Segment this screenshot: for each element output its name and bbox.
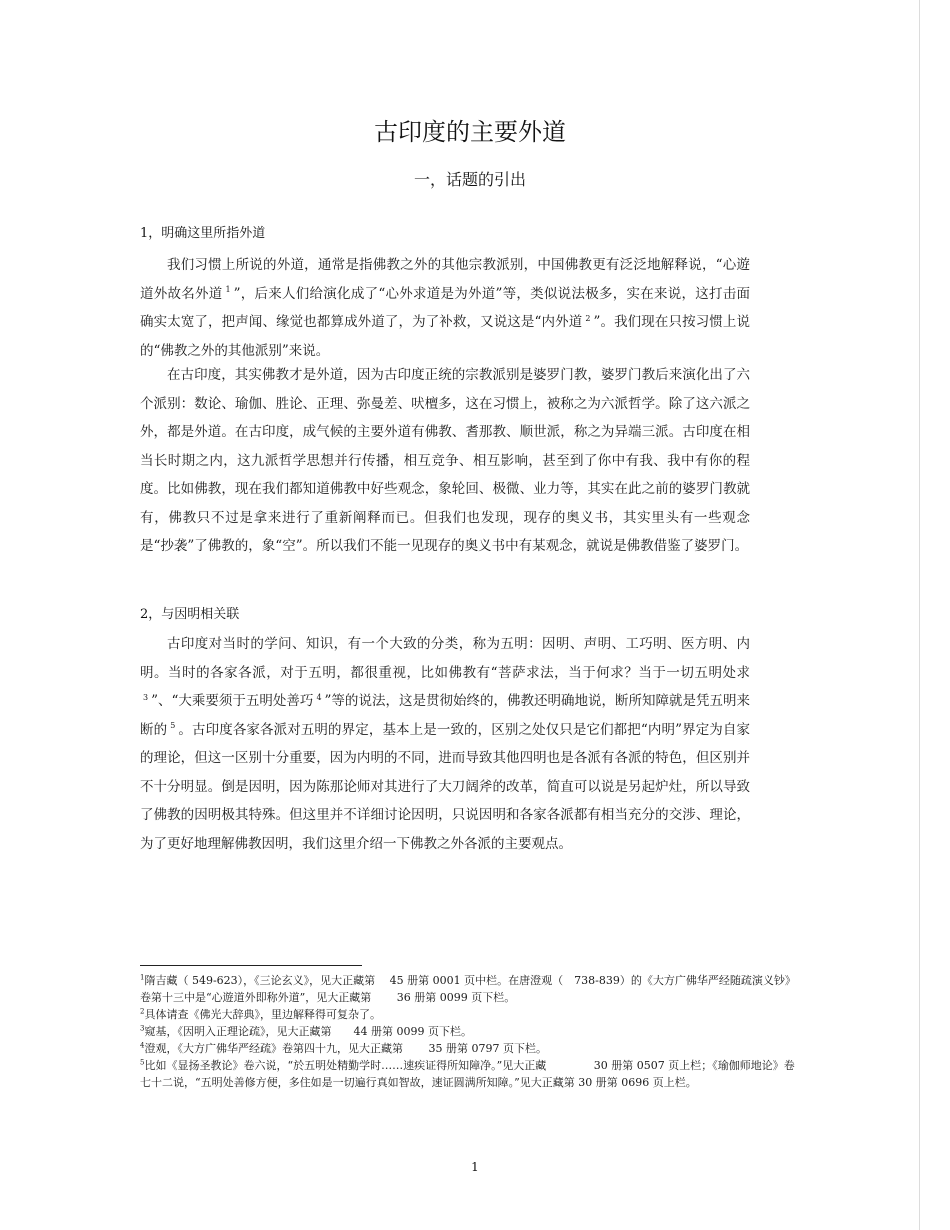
paragraph-ancient-india-schools: 在古印度，其实佛教才是外道，因为古印度正统的宗教派别是婆罗门教，婆罗门教后来演化出了六个派别：数论、瑜伽、胜论、正理、弥曼差、吠檀多，这在习惯上，被称之为六派哲学。除了这六派之外，都是外道。在古印度，成气候的主要外道有佛教、耆那教、顺世派，称之为异端三派。古印度在相当长时期之内，这九派哲学思想并行传播，相互竞争、相互影响，甚至到了你中有我、我中有你的程度。比如佛教，现在我们都知道佛教中好些观念，象轮回、极微、业力等，其实在此之前的婆罗门教就有，佛教只不过是拿来进行了重新阐释而已。但我们也发现，现存的奥义书，其实里头有一些观念是“抄袭”了佛教的，象“空”。所以我们不能一见现存的奥义书中有某观念，就说是佛教借鉴了婆罗门。 (140, 367, 750, 554)
paragraph-text: 我们习惯上所说的外道，通常是指佛教之外的其他宗教派别，中国佛教更有泛泛地解释说，“心遊道外故名外道 (140, 257, 750, 302)
footnote-3 (140, 1023, 800, 1040)
paragraph-outer-path-definition (140, 251, 750, 365)
footnote-number: 2 (140, 1007, 145, 1016)
footnote-number: 3 (140, 1024, 145, 1033)
footnote-reference: 1 (225, 285, 231, 294)
footnote-reference: 5 (170, 721, 176, 730)
footnote-text: 隋吉藏（ 549-623），《三论玄义》，见大正藏第 45 册第 0001 页中栏。在唐澄观（ 738-839）的《大方广佛华严经随疏演义钞》卷第十三中是“心遊道外即称外道”，见大正藏第 36 册第 0099 页下栏。 (140, 974, 796, 1004)
paragraph-text: 古印度对当时的学问、知识，有一个大致的分类，称为五明：因明、声明、工巧明、医方明、内明。当时的各家各派，对于五明，都很重视，比如佛教有“菩萨求法，当于何求？当于一切五明处求 (140, 636, 750, 681)
footnote-1 (140, 972, 800, 1006)
footnote-separator (140, 965, 362, 966)
footnote-reference: 4 (316, 692, 322, 702)
section-subtitle: 一，话题的引出 (413, 170, 526, 189)
paragraph-text: ”，后来人们给演化成了“心外求道是为外道”等，类似说法极多，实在来说，这打击面确实太宽了，把声闻、缘觉也都算成外道了，为了补救，又说这是“内外道 (140, 285, 750, 330)
paragraph-text: ”等的说法，这是贯彻始终的，佛教还明确地说，断所知障就是凭五明来断的 (140, 693, 750, 738)
footnote-5 (140, 1057, 800, 1091)
footnotes (140, 972, 800, 1091)
footnote-number: 4 (140, 1041, 145, 1050)
paragraph-text: 。古印度各家各派对五明的界定，基本上是一致的，区别之处仅只是它们都把“内明”界定为自家的理论，但这一区别十分重要，因为内明的不同，进而导致其他四明也是各派有各派的特色，但区别并不十分明显。倒是因明，因为陈那论师对其进行了大刀阔斧的改革，简直可以说是另起炉灶，所以导致了佛教的因明极其特殊。但这里并不详细讨论因明，只说因明和各家各派都有相当充分的交涉、理论，为了更好地理解佛教因明，我们这里介绍一下佛教之外各派的主要观点。 (140, 721, 751, 852)
footnote-4 (140, 1040, 800, 1057)
paragraph-five-sciences (140, 630, 750, 858)
footnote-text: 澄观，《大方广佛华严经疏》卷第四十九，见大正藏第 35 册第 0797 页下栏。 (144, 1042, 547, 1055)
paragraph-text: ”、“大乘要须于五明处善巧 (151, 693, 314, 709)
paragraph-text: ”。我们现在只按习惯上说的“佛教之外的其他派别”来说。 (140, 314, 751, 359)
footnote-text: 比如《显扬圣教论》卷六说，“於五明处精勤学时……速疾证得所知障净。”见大正藏 30 册第 0507 页上栏；《瑜伽师地论》卷七十二说，“五明处善修方便，多住如是一切遍行真如智故，速证圆满所知障。”见大正藏第 30 册第 0696 页上栏。 (140, 1059, 795, 1089)
footnote-reference: 2 (585, 313, 591, 323)
footnote-number: 5 (140, 1058, 145, 1067)
section-heading-1: 1，明确这里所指外道 (140, 226, 266, 241)
page-number: 1 (471, 1160, 479, 1174)
page-title: 古印度的主要外道 (374, 118, 566, 146)
footnote-text: 具体请查《佛光大辞典》，里边解释得可复杂了。 (144, 1008, 381, 1021)
section-heading-2: 2，与因明相关联 (140, 607, 240, 622)
footnote-text: 窥基，《因明入正理论疏》，见大正藏第 44 册第 0099 页下栏。 (144, 1025, 472, 1038)
footnote-reference: 3 (143, 692, 149, 702)
footnote-2 (140, 1006, 800, 1023)
footnote-number: 1 (140, 973, 145, 982)
